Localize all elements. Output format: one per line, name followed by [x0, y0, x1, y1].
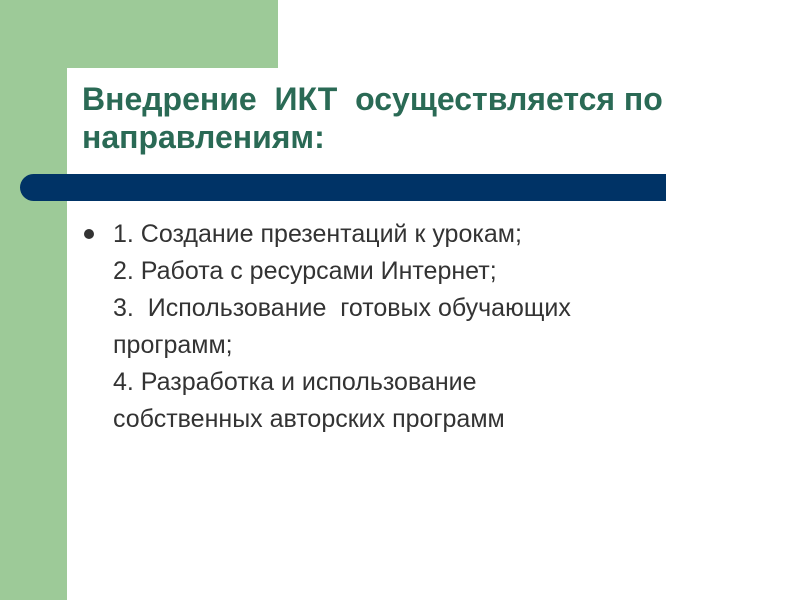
title-divider-bar [20, 174, 666, 201]
bullet-line-2: 2. Работа с ресурсами Интернет; [113, 257, 497, 285]
top-green-band [0, 0, 278, 68]
bullet-line-4: программ; [113, 331, 233, 359]
bullet-line-3: 3. Использование готовых обучающих [113, 294, 571, 322]
slide-title: Внедрение ИКТ осуществляется по направлениям: [82, 81, 663, 155]
bullet-list [84, 216, 774, 438]
bullet-line-1: 1. Создание презентаций к урокам; [113, 220, 522, 248]
bullet-item [113, 216, 774, 438]
left-green-band [0, 0, 67, 600]
bullet-line-5: 4. Разработка и использование [113, 368, 477, 396]
bullet-dot-icon [84, 229, 94, 239]
bullet-line-6: собственных авторских программ [113, 405, 505, 433]
